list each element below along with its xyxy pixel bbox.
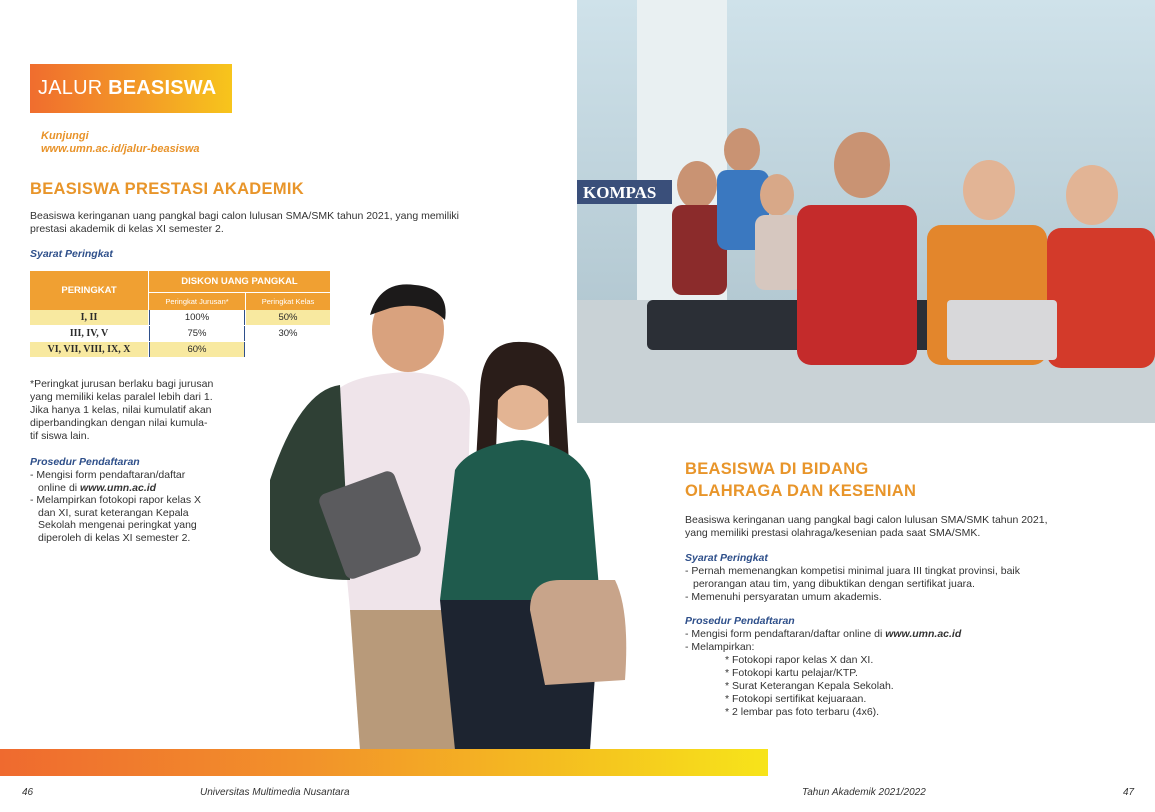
class-cell: 30% — [278, 328, 298, 339]
note-line: yang memiliki kelas paralel lebih dari 1. — [30, 391, 213, 403]
header-major-rank: Peringkat Jurusan* — [149, 293, 245, 310]
ranking-note — [30, 378, 213, 443]
umn-link[interactable]: www.umn.ac.id — [80, 481, 157, 494]
requirements-heading: Syarat Peringkat — [30, 248, 113, 260]
kompas-text: KOMPAS — [583, 183, 657, 202]
major-cell: 100% — [149, 310, 245, 325]
rank-cell: I, II — [30, 310, 148, 325]
badge-light: JALUR — [38, 77, 109, 99]
major-cell: 75% — [149, 326, 245, 341]
description-line: prestasi akademik di kelas XI semester 2. — [30, 223, 224, 235]
description-line: Beasiswa keringanan uang pangkal bagi calon lulusan SMA/SMK tahun 2021, yang memiliki — [30, 210, 460, 222]
major-cell: 60% — [149, 342, 245, 357]
sports-requirements-heading: Syarat Peringkat — [685, 552, 768, 564]
student-face — [677, 161, 717, 209]
requirement-line: - Pernah memenangkan kompetisi minimal juara III tingkat provinsi, baik — [685, 565, 1020, 577]
requirement-line: - Memenuhi persyaratan umum akademis. — [685, 591, 882, 603]
footer-gradient-bar — [0, 749, 768, 776]
attachments-list — [685, 654, 961, 719]
procedure-line: - Melampirkan fotokopi rapor kelas X — [30, 494, 201, 506]
section-title-sports-arts — [685, 458, 916, 502]
header-class-rank: Peringkat Kelas — [246, 293, 330, 310]
procedure-line — [30, 482, 201, 495]
procedure-line: dan XI, surat keterangan Kepala — [38, 506, 189, 519]
rank-cell: III, IV, V — [30, 326, 148, 341]
attachment-item: * 2 lembar pas foto terbaru (4x6). — [725, 706, 880, 718]
student-face — [1066, 165, 1118, 225]
procedure-line: - Mengisi form pendaftaran/daftar — [30, 469, 186, 481]
footer-university: Universitas Multimedia Nusantara — [200, 787, 350, 798]
procedure-text: online di — [38, 481, 81, 494]
page-number-right: 47 — [1123, 787, 1135, 798]
sports-requirements-list — [685, 565, 1020, 604]
sports-description — [685, 514, 1048, 540]
tote-bag — [530, 580, 626, 685]
requirement-line: perorangan atau tim, yang dibuktikan dengan sertifikat juara. — [693, 578, 975, 590]
student-face — [760, 174, 794, 216]
attachment-item: * Fotokopi rapor kelas X dan XI. — [725, 654, 874, 666]
academic-description — [30, 210, 459, 236]
note-line: *Peringkat jurusan berlaku bagi jurusan — [30, 378, 214, 390]
student-body — [797, 205, 917, 365]
procedure-heading: Prosedur Pendaftaran — [30, 456, 140, 468]
student-body — [1047, 228, 1155, 368]
visit-label: Kunjungi — [41, 130, 89, 142]
campus-photo — [577, 0, 1155, 423]
procedure-line: - Melampirkan: — [685, 641, 755, 653]
student-face — [834, 132, 890, 198]
procedure-list — [30, 469, 201, 544]
rank-cell: VI, VII, VIII, IX, X — [30, 342, 148, 357]
section-title-academic: BEASISWA PRESTASI AKADEMIK — [30, 180, 304, 198]
header-rank: PERINGKAT — [30, 271, 148, 310]
note-line: Jika hanya 1 kelas, nilai kumulatif akan — [30, 404, 212, 416]
student-face — [963, 160, 1015, 220]
note-line: tif siswa lain. — [30, 430, 90, 442]
laptop — [947, 300, 1057, 360]
girl-blouse — [440, 440, 600, 600]
description-line: yang memiliki prestasi olahraga/kesenian pada saat SMA/SMK. — [685, 527, 981, 539]
umn-link[interactable]: www.umn.ac.id — [885, 628, 962, 640]
class-cell: 50% — [246, 310, 330, 325]
section-badge — [30, 64, 232, 113]
sports-procedure-heading: Prosedur Pendaftaran — [685, 615, 795, 627]
procedure-line: diperoleh di kelas XI semester 2. — [38, 531, 191, 544]
procedure-line — [685, 628, 961, 641]
note-line: diperbandingkan dengan nilai kumula- — [30, 417, 208, 429]
header-discount: DISKON UANG PANGKAL — [149, 271, 330, 292]
title-line: BEASISWA DI BIDANG — [685, 460, 869, 478]
description-line: Beasiswa keringanan uang pangkal bagi calon lulusan SMA/SMK tahun 2021, — [685, 514, 1048, 526]
procedure-text: - Mengisi form pendaftaran/daftar online di — [685, 628, 886, 640]
attachment-item: * Surat Keterangan Kepala Sekolah. — [725, 680, 894, 692]
visit-link[interactable]: www.umn.ac.id/jalur-beasiswa — [41, 143, 200, 155]
procedure-line: Sekolah mengenai peringkat yang — [38, 519, 197, 531]
attachment-item: * Fotokopi kartu pelajar/KTP. — [725, 667, 858, 679]
student-face — [724, 128, 760, 172]
attachment-item: * Fotokopi sertifikat kejuaraan. — [725, 693, 867, 705]
sports-procedure-list — [685, 628, 961, 719]
footer-academic-year: Tahun Akademik 2021/2022 — [802, 787, 926, 798]
title-line: OLAHRAGA DAN KESENIAN — [685, 482, 917, 500]
page-number-left: 46 — [22, 787, 34, 798]
badge-bold: BEASISWA — [108, 77, 217, 99]
student-body — [755, 215, 803, 290]
